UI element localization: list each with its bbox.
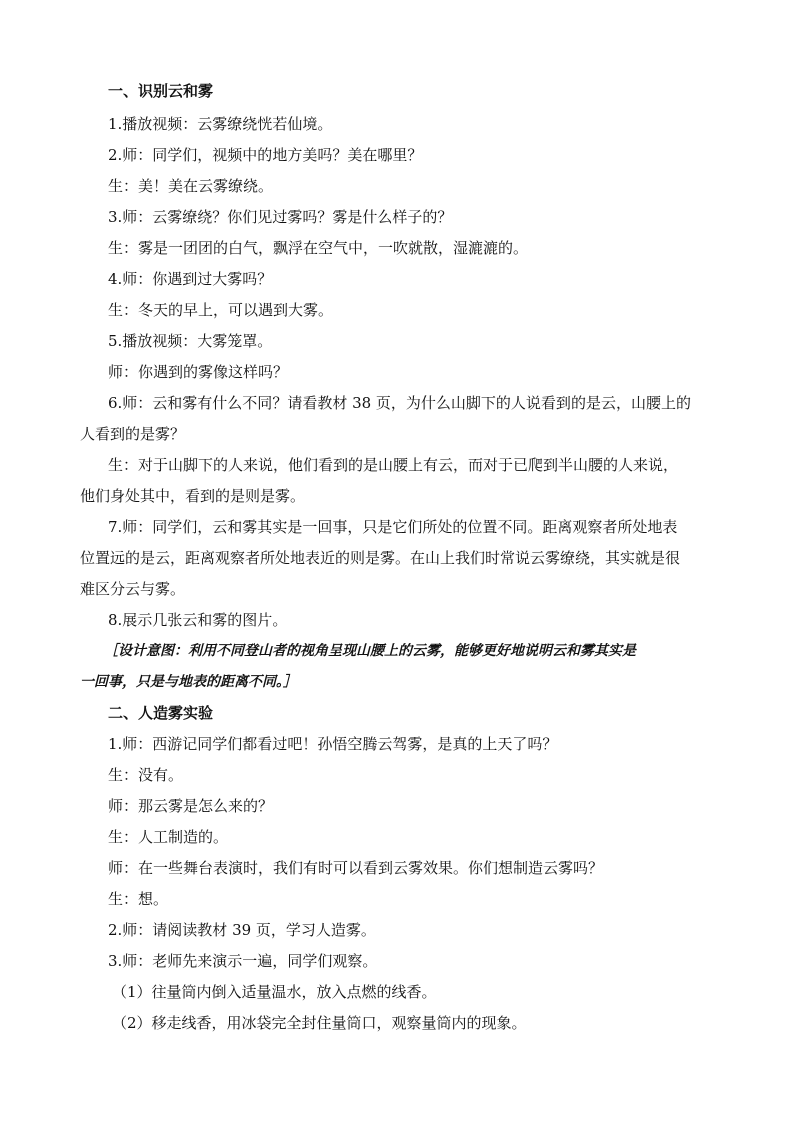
paragraph-line: 3.师：云雾缭绕？你们见过雾吗？雾是什么样子的？	[108, 208, 453, 226]
paragraph-line: 1.播放视频：云雾缭绕恍若仙境。	[108, 115, 333, 133]
paragraph-line: 难区分云与雾。	[80, 580, 186, 598]
paragraph-line: 生：对于山脚下的人来说，他们看到的是山腰上有云，而对于已爬到半山腰的人来说，	[108, 456, 679, 474]
section-heading-1: 一、识别云和雾	[108, 82, 214, 100]
paragraph-line: 7.师：同学们，云和雾其实是一回事，只是它们所处的位置不同。距离观察者所处地表	[108, 518, 678, 536]
paragraph-line: 6.师：云和雾有什么不同？请看教材 38 页，为什么山脚下的人说看到的是云，山腰上的	[108, 394, 691, 412]
design-intent-note: ［设计意图：利用不同登山者的视角呈现山腰上的云雾，能够更好地说明云和雾其实是	[104, 643, 636, 659]
paragraph-line: 师：那云雾是怎么来的？	[108, 797, 274, 815]
paragraph-line: （2）移走线香，用冰袋完全封住量筒口，观察量筒内的现象。	[112, 1014, 527, 1032]
paragraph-line: 师：你遇到的雾像这样吗？	[108, 363, 289, 381]
paragraph-line: 师：在一些舞台表演时，我们有时可以看到云雾效果。你们想制造云雾吗？	[108, 859, 604, 877]
paragraph-line: 人看到的是雾？	[80, 425, 186, 443]
paragraph-line: 位置远的是云，距离观察者所处地表近的则是雾。在山上我们时常说云雾缭绕，其实就是很	[80, 549, 681, 567]
paragraph-line: 1.师：西游记同学们都看过吧！孙悟空腾云驾雾，是真的上天了吗？	[108, 735, 558, 753]
section-heading-2: 二、人造雾实验	[108, 704, 214, 722]
paragraph-line: 生：美！美在云雾缭绕。	[108, 177, 274, 195]
paragraph-line: 生：没有。	[108, 766, 184, 784]
paragraph-line: 2.师：请阅读教材 39 页，学习人造雾。	[108, 921, 376, 939]
paragraph-line: 他们身处其中，看到的是则是雾。	[80, 487, 306, 505]
paragraph-line: 生：想。	[108, 890, 169, 908]
design-intent-note: 一回事，只是与地表的距离不同。］	[80, 674, 297, 690]
paragraph-line: （1）往量筒内倒入适量温水，放入点燃的线香。	[112, 983, 437, 1001]
paragraph-line: 生：雾是一团团的白气，飘浮在空气中，一吹就散，湿漉漉的。	[108, 239, 529, 257]
paragraph-line: 8.展示几张云和雾的图片。	[108, 611, 288, 629]
paragraph-line: 4.师：你遇到过大雾吗？	[108, 270, 273, 288]
paragraph-line: 3.师：老师先来演示一遍，同学们观察。	[108, 952, 378, 970]
paragraph-line: 2.师：同学们，视频中的地方美吗？美在哪里？	[108, 146, 423, 164]
paragraph-line: 生：冬天的早上，可以遇到大雾。	[108, 301, 334, 319]
paragraph-line: 生：人工制造的。	[108, 828, 229, 846]
paragraph-line: 5.播放视频：大雾笼罩。	[108, 332, 273, 350]
